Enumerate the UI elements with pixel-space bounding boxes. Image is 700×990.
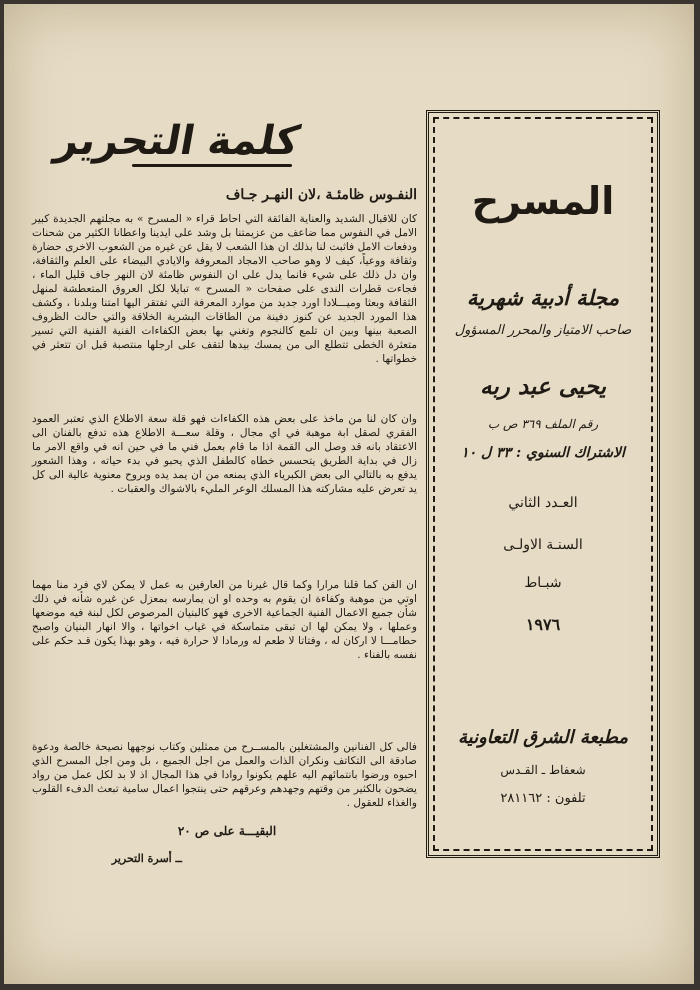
printer-name: مطبعة الشرق التعاونية bbox=[457, 727, 628, 748]
masthead-content bbox=[443, 127, 643, 841]
continued-note: البقيـــة على ص ٢٠ bbox=[177, 824, 277, 838]
printer-location: شعفاط ـ القـدس bbox=[500, 763, 586, 777]
magazine-page bbox=[4, 4, 694, 984]
issue-month: شبـاط bbox=[524, 575, 562, 591]
masthead-box bbox=[426, 110, 660, 858]
editorial-lead: النفـوس ظامئـة ،لان النهـر جـاف bbox=[225, 187, 417, 203]
volume-year: السنـة الاولـى bbox=[503, 537, 583, 553]
magazine-subtitle: مجلة أدبية شهرية bbox=[466, 285, 620, 310]
registration-number: رقم الملف ٣٦٩ ص ب bbox=[487, 417, 599, 431]
owner-name: يحيى عبد ربه bbox=[480, 373, 606, 400]
editorial-title: كلمة التحرير bbox=[51, 118, 304, 164]
editorial-paragraph-3: ان الفن كما قلنا مرارا وكما قال غيرنا من العارفين به عمل لا يمكن لاي فرد منا مهما اوتي من موهبة وكفاءة ان يقوم به وحده او ان يمارسه بمعزل عن غيره شأنه في ذلك شأن جميع الاعمال الفنية الجماعية الاخرى فهو كالبنيان المرصوص لكل لبنة فيه موضعها وعملها ، ولا يمكن لها ان تبقى متماسكة في غياب اخواتها ، والا انهار البنيان واصبح حطامـــا لا اركان له ، وفتاتا لا طعم له ورمادا لا حرارة فيه ، وهو بهذا يكون قـد حكم على نفسه بالفناء . bbox=[32, 579, 417, 661]
magazine-title: المسرح bbox=[471, 179, 615, 223]
subscription-price: الاشتراك السنوي : ٣٣ ل ١٠ bbox=[461, 445, 625, 461]
editorial-paragraph-1: كان للاقبال الشديد والعناية الفائقة التي احاط قراء « المسرح » به مجلتهم الجديدة كبير الامل في النفوس مما ضاعف من عزيمتنا بل وشد على ايدينا واعطانا الكثير من شحنات ودفعات الامل فاثبت لنا بذلك ان هذا الشعب لا يقل عن غيره من الشعوب الاخرى حضارة وثقافة ووعياً، كيف لا وهو صاحب الامجاد المعروفة والايادي البيضاء على العلم والثقافة، وان دل ذلك على شيء فانما يدل على ان النفوس ظامئة لان النهر جاف قليل الماء ، فجاءت قطرات الندى على صفحات « المسرح » تبايلا لكل العروق المتعطشة لمنهل الثقافة وبعثا وميـــلادا اورد جديد من موارد المعرفة التي تفتقر اليها امتنا وبلدنا ، وكشف هذا المورد الجديد عن كنوز دفينة من الطاقات البشرية الخلاقة والتي حالت الظروف الصعبة بينها وبين ان تلمع كالنجوم وتغني بها بعض الكفاءات الفنية الفنية التي تسير متعثرة الخطى تتطلع الى من يمسك بيدها لتقف على ارجلها منتصبة قبل ان تتعثر في خطواتها . bbox=[32, 213, 417, 365]
editorial-column bbox=[32, 104, 417, 884]
editorial-paragraph-4: فالى كل الفنانين والمشتغلين بالمســرح من ممثلين وكتاب نوجهها نصيحة خالصة ودعوة صادقة الى التكاتف ونكران الذات والعمل من اجل الجميع ، بل ومن اجل المسرح الذي احبوه ورضوا بانتمائهم اليه علهم يكونوا روادا في هذا المجال اذ لا بد لكل عمل من رواد يضحون بالكثير من وقتهم وجهدهم وعرقهم حتى ينتجوا اعمال سامية تبعث الدفء القلوب والغذاء للعقول . bbox=[32, 741, 417, 809]
printer-phone: تلفون : ٢٨١١٦٢ bbox=[500, 791, 586, 806]
editorial-signature: ــ أسرة التحرير bbox=[111, 852, 182, 865]
issue-number: العـدد الثاني bbox=[508, 495, 578, 511]
issue-year: ١٩٧٦ bbox=[525, 615, 561, 634]
editorial-paragraph-2: وان كان لنا من ماخذ على بعض هذه الكفاءات فهو قلة سعة الاطلاع الذي تعتبر العمود الفقري لصقل ابة موهبة في اي مجال ، وقلة سعـــة الاطلاع هذه تدفع بالفنان الى الاعتقاد بانه قد وصل الى القمة اذا ما قام بعمل فني ما في حين انه في واقع الامر ما زال في بداية الطريق يتحسس خطاه كالطفل الذي يحبو في بدء حياته ، وهذا الشعور يدفع به بالتالي الى بعض الكبرياء الذي يمنعه من ان يمد يده وبروح معنوية عالية الى كل يد تعرض عليه مشاركته هذا المسلك الوعر المليء بالاشواك والعقبات . bbox=[32, 413, 417, 495]
owner-label: صاحب الامتياز والمحرر المسؤول bbox=[454, 323, 632, 338]
